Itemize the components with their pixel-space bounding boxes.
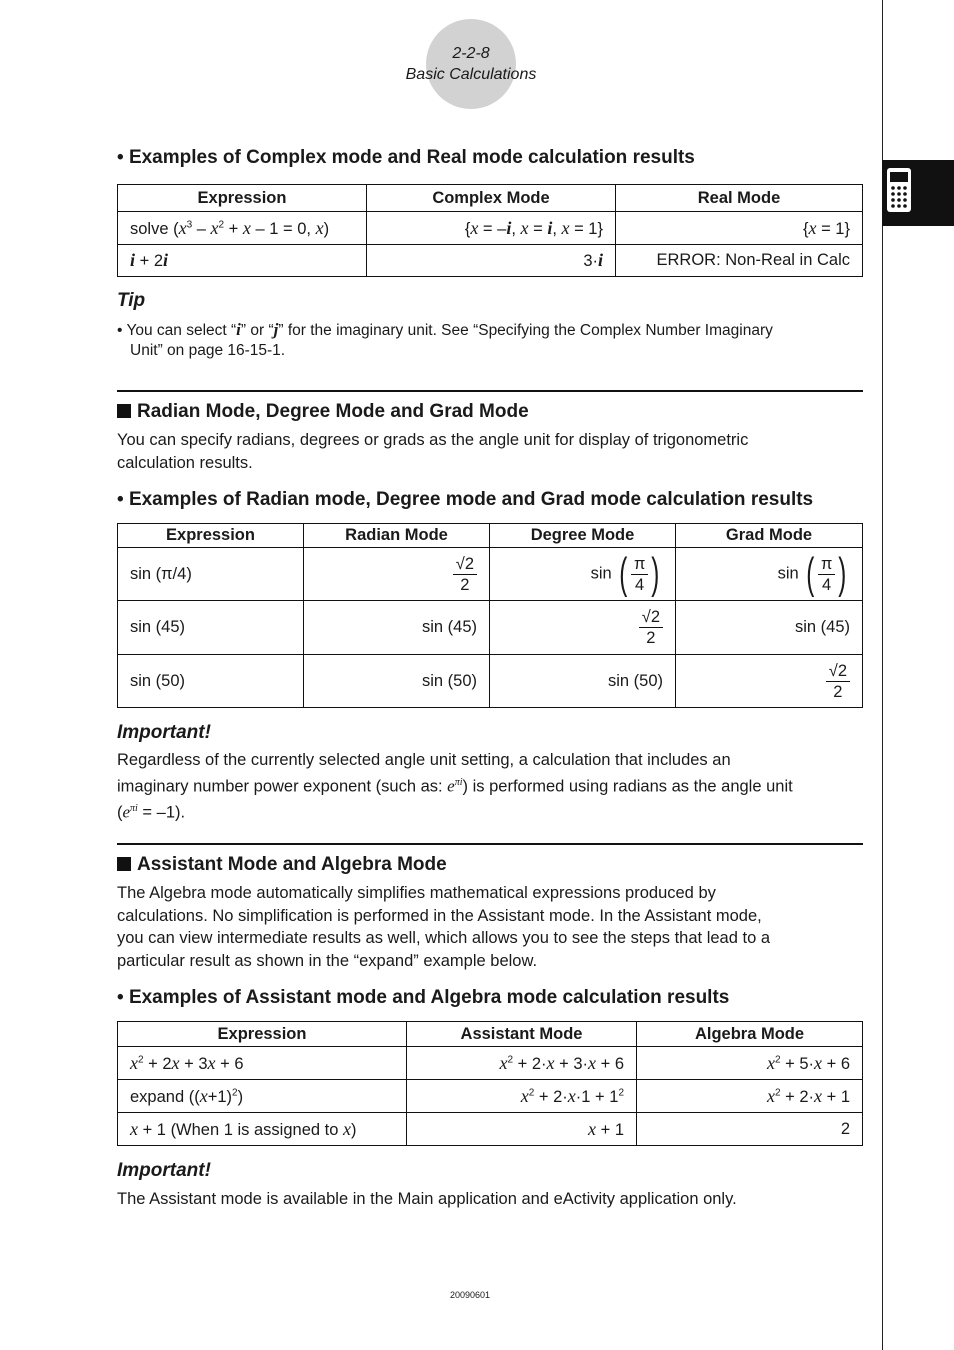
expression-cell: x + 1 (When 1 is assigned to x) [118,1113,407,1146]
algebra-cell: $x^2 + 2\cdot x + 1$ [637,1080,863,1113]
table-header-row [118,1022,863,1047]
radian-section-body: You can specify radians, degrees or grads as the angle unit for display of trigonometric calculation results. [117,431,749,472]
degree-cell: $\frac{√2}{2}$ [490,601,676,655]
col-expression: Expression [118,185,367,212]
table-row [118,601,863,655]
assistant-examples-heading: • Examples of Assistant mode and Algebra mode calculation results [117,987,730,1008]
important-heading: Important! [117,722,211,743]
table-row [118,245,863,277]
expression-cell: $x^2 + 2x + 3x + 6$ [118,1047,407,1080]
radian-cell: sin (50) [304,655,490,708]
assistant-section-body: The Algebra mode automatically simplifies mathematical expressions produced by calculations. No simplification is performed in the Assistant mode. In the Assistant mode, you can view intermediate results as well, which allows you to see the steps that lead to a particular result as shown in the “expand” example below. [117,884,771,970]
footer-code: 20090601 [449,1290,491,1300]
col-expression: Expression [118,524,304,548]
important-text: Regardless of the currently selected angle unit setting, a calculation that includes an imaginary number power exponent (such as: $e^{\pi i}$) is performed using radians as the angle unit $(e^{\pi i} = -1)$. [117,751,793,821]
expression-cell: i + 2i [118,245,367,277]
important-text: The Assistant mode is available in the Main application and eActivity application only. [117,1190,737,1208]
table-row [118,212,863,245]
table-row [118,1080,863,1113]
algebra-cell: 2 [637,1113,863,1146]
expression-cell: expand $((x+1)^2)$ [118,1080,407,1113]
table-row [118,655,863,708]
col-assistant-mode: Assistant Mode [407,1022,637,1047]
grad-cell: sin ( $\frac{\pi}{4}$ ) [676,548,863,601]
table-row [118,548,863,601]
col-algebra-mode: Algebra Mode [637,1022,863,1047]
complex-cell: {x = –i, x = i, x = 1} [367,212,616,245]
complex-cell: 3·i [367,245,616,277]
expression-cell: sin (π/4) [118,548,304,601]
square-bullet-icon [117,404,131,418]
angle-mode-table [117,523,863,708]
real-cell: ERROR: Non-Real in Calc [616,245,863,277]
expression-cell: solve ($x^3 - x^2 + x - 1 = 0$, x) [118,212,367,245]
degree-cell: sin ( $\frac{\pi}{4}$ ) [490,548,676,601]
square-bullet-icon [117,857,131,871]
col-expression: Expression [118,1022,407,1047]
header-circle [426,19,516,109]
section-divider [117,390,863,392]
assistant-section-heading: Assistant Mode and Algebra Mode [117,854,447,876]
assistant-cell: $x^2 + 2\cdot x\cdot 1 + 1^2$ [407,1080,637,1113]
col-grad-mode: Grad Mode [676,524,863,548]
table-row [118,1113,863,1146]
section-divider [117,843,863,845]
col-complex-mode: Complex Mode [367,185,616,212]
table-row [118,1047,863,1080]
important-heading: Important! [117,1160,211,1181]
assistant-algebra-table [117,1021,863,1146]
col-radian-mode: Radian Mode [304,524,490,548]
radian-section-heading: Radian Mode, Degree Mode and Grad Mode [117,401,529,423]
degree-cell: sin (50) [490,655,676,708]
assistant-cell: x + 1 [407,1113,637,1146]
tip-text: • You can select “i” or “j” for the imaginary unit. See “Specifying the Complex Number Imaginary Unit” on page 16-15-1. [117,320,773,359]
col-real-mode: Real Mode [616,185,863,212]
tip-heading: Tip [117,290,146,311]
complex-examples-heading: • Examples of Complex mode and Real mode calculation results [117,147,695,168]
calculator-icon [886,167,912,213]
expression-cell: sin (50) [118,655,304,708]
grad-cell: $\frac{√2}{2}$ [676,655,863,708]
radian-examples-heading: • Examples of Radian mode, Degree mode and Grad mode calculation results [117,489,814,510]
page-number: 2-2-8 [452,45,490,62]
radian-cell: $\frac{√2}{2}$ [304,548,490,601]
complex-real-table [117,184,863,277]
algebra-cell: $x^2 + 5\cdot x + 6$ [637,1047,863,1080]
radian-cell: sin (45) [304,601,490,655]
expression-cell: sin (45) [118,601,304,655]
col-degree-mode: Degree Mode [490,524,676,548]
table-header-row [118,524,863,548]
grad-cell: sin (45) [676,601,863,655]
table-header-row [118,185,863,212]
assistant-cell: $x^2 + 2\cdot x + 3\cdot x + 6$ [407,1047,637,1080]
real-cell: {x = 1} [616,212,863,245]
page-title: Basic Calculations [405,66,537,83]
